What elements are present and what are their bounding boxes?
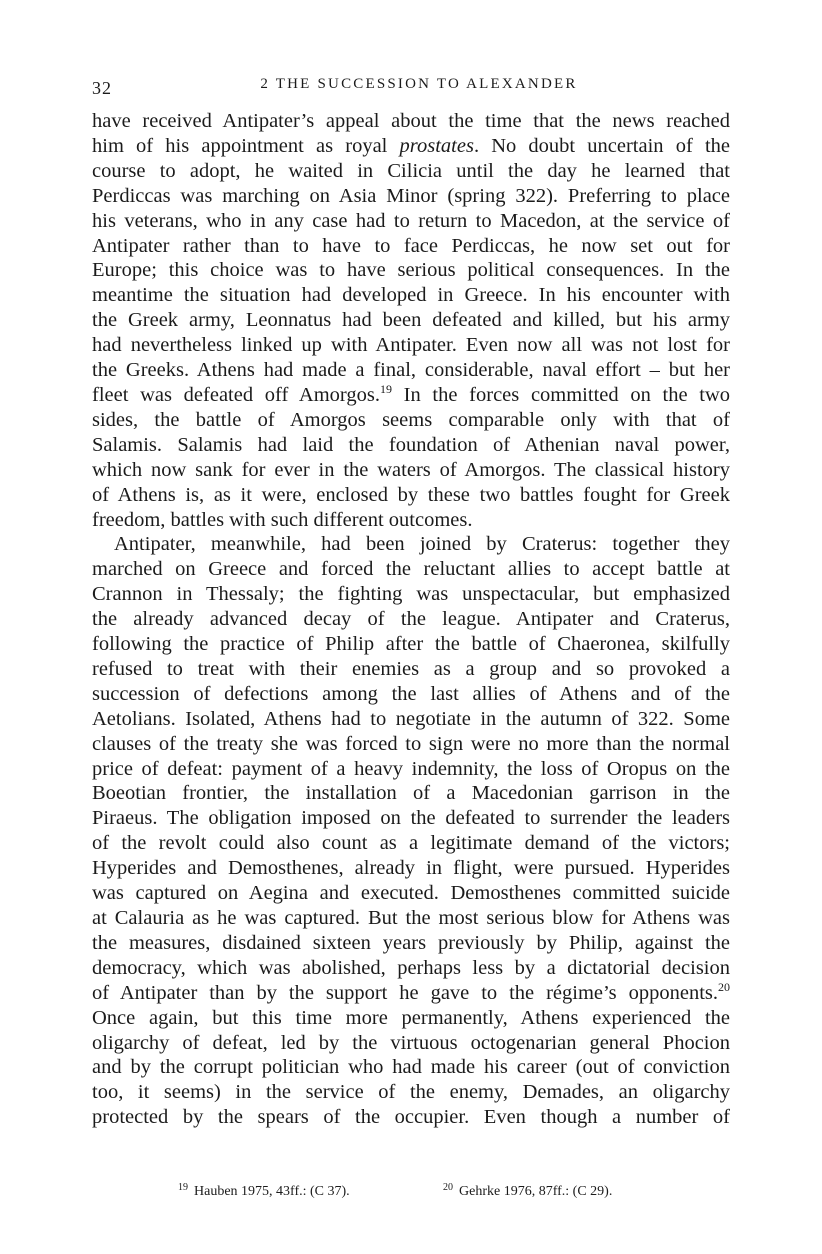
- text-line: [92, 1006, 730, 1031]
- text-run: at Calauria as he was captured. But the most serious blow for Athens was: [92, 907, 730, 929]
- text-run: and by the corrupt politician who had made his career (out of conviction: [92, 1056, 730, 1079]
- text-run: democracy, which was abolished, perhaps less by a dictatorial decision: [92, 956, 730, 979]
- text-line: [92, 283, 730, 308]
- text-run: which now sank for ever in the waters of Amorgos. The classical history: [92, 458, 730, 481]
- text-line: [92, 682, 730, 707]
- text-run: have received Antipater’s appeal about the time that the news reached: [92, 110, 730, 132]
- footnote-marker: 20: [443, 1182, 453, 1193]
- text-line: [92, 781, 730, 806]
- text-line: [92, 532, 730, 557]
- text-line: [92, 707, 730, 732]
- text-run: was captured on Aegina and executed. Demosthenes committed suicide: [92, 882, 730, 905]
- text-run: Antipater, meanwhile, had been joined by Craterus: together they: [114, 533, 730, 556]
- text-line: [92, 1031, 730, 1056]
- text-run: of Antipater than by the support he gave to the régime’s opponents.: [92, 981, 718, 1004]
- text-line: [92, 732, 730, 757]
- text-run: succession of defections among the last allies of Athens and of the: [92, 682, 730, 705]
- text-line: [92, 134, 730, 159]
- text-run: price of defeat: payment of a heavy indemnity, the loss of Oropus on the: [92, 757, 730, 780]
- text-line: [92, 906, 730, 931]
- footnote-ref: 19: [379, 381, 392, 396]
- text-line: [92, 184, 730, 209]
- text-line: [92, 483, 730, 508]
- text-line: [92, 806, 730, 831]
- text-line: [92, 433, 730, 458]
- footnote-20: [443, 1184, 612, 1200]
- text-run: Piraeus. The obligation imposed on the defeated to surrender the leaders: [92, 807, 730, 830]
- text-line: [92, 831, 730, 856]
- footnote-text: Hauben 1975, 43ff.: (C 37).: [194, 1184, 350, 1199]
- text-run: following the practice of Philip after the battle of Chaeronea, skilfully: [92, 633, 730, 656]
- text-run: of the revolt could also count as a legitimate demand of the victors;: [92, 832, 730, 855]
- text-run: had nevertheless linked up with Antipater. Even now all was not lost for: [92, 334, 730, 357]
- text-line: [92, 607, 730, 632]
- text-line: [92, 582, 730, 607]
- text-line: [92, 358, 730, 383]
- footnote-marker: 19: [178, 1182, 188, 1193]
- text-run: meantime the situation had developed in Greece. In his encounter with: [92, 284, 730, 307]
- footnote-text: Gehrke 1976, 87ff.: (C 29).: [459, 1184, 613, 1199]
- text-line: [92, 881, 730, 906]
- text-run: Aetolians. Isolated, Athens had to negotiate in the autumn of 322. Some: [92, 707, 730, 730]
- text-line: [92, 632, 730, 657]
- text-run: the already advanced decay of the league. Antipater and Craterus,: [92, 608, 730, 631]
- text-run: Boeotian frontier, the installation of a Macedonian garrison in the: [92, 782, 730, 805]
- text-run: Antipater rather than to have to face Perdiccas, he now set out for: [92, 234, 730, 257]
- text-line: [92, 308, 730, 333]
- text-line: [92, 931, 730, 956]
- text-run: course to adopt, he waited in Cilicia until the day he learned that: [92, 159, 730, 182]
- text-run: of Athens is, as it were, enclosed by these two battles fought for Greek: [92, 483, 730, 506]
- text-run: Hyperides and Demosthenes, already in flight, were pursued. Hyperides: [92, 857, 730, 880]
- text-run: too, it seems) in the service of the enemy, Demades, an oligarchy: [92, 1081, 730, 1104]
- text-run: sides, the battle of Amorgos seems comparable only with that of: [92, 408, 730, 431]
- text-line: [92, 856, 730, 881]
- text-run: the Greek army, Leonnatus had been defeated and killed, but his army: [92, 309, 730, 332]
- text-run: him of his appointment as royal: [92, 134, 400, 157]
- text-run: fleet was defeated off Amorgos.: [92, 383, 380, 406]
- text-run: his veterans, who in any case had to return to Macedon, at the service of: [92, 209, 730, 232]
- footnote-19: [178, 1184, 350, 1200]
- text-line: [92, 1055, 730, 1080]
- text-run: Salamis. Salamis had laid the foundation of Athenian naval power,: [92, 433, 730, 456]
- text-line: [92, 757, 730, 782]
- text-line: [92, 1080, 730, 1105]
- text-line: [92, 458, 730, 483]
- text-line: [92, 408, 730, 433]
- text-run: clauses of the treaty she was forced to sign were no more than the normal: [92, 732, 730, 755]
- text-line: [92, 258, 730, 283]
- text-run: the Greeks. Athens had made a final, considerable, naval effort – but her: [92, 359, 730, 382]
- text-line: [92, 508, 730, 533]
- text-line: [92, 657, 730, 682]
- text-run: Crannon in Thessaly; the fighting was unspectacular, but emphasized: [92, 583, 730, 606]
- text-run: marched on Greece and forced the reluctant allies to accept battle at: [92, 558, 730, 581]
- text-run: Once again, but this time more permanently, Athens experienced the: [92, 1006, 730, 1029]
- footnote-ref: 20: [718, 979, 730, 994]
- text-line: [92, 557, 730, 582]
- text-run: In the forces committed on the two: [391, 383, 731, 406]
- running-head: 2 THE SUCCESSION TO ALEXANDER: [260, 76, 578, 92]
- text-run: the measures, disdained sixteen years previously by Philip, against the: [92, 931, 730, 954]
- text-line: [92, 333, 730, 358]
- text-line: [92, 209, 730, 234]
- text-line: [92, 383, 730, 408]
- text-line: [92, 159, 730, 184]
- text-run: protected by the spears of the occupier. Even though a number of: [92, 1106, 730, 1129]
- text-line: [92, 234, 730, 259]
- text-run: . No doubt uncertain of the: [473, 134, 730, 157]
- text-run: freedom, battles with such different outcomes.: [92, 508, 473, 531]
- text-run: Europe; this choice was to have serious political consequences. In the: [92, 259, 730, 282]
- text-run: oligarchy of defeat, led by the virtuous octogenarian general Phocion: [92, 1031, 730, 1054]
- text-line: [92, 981, 730, 1006]
- text-run: Perdiccas was marching on Asia Minor (spring 322). Preferring to place: [92, 184, 730, 207]
- text-line: [92, 956, 730, 981]
- italic-term: prostates: [399, 134, 474, 157]
- text-run: refused to treat with their enemies as a group and so provoked a: [92, 657, 730, 680]
- text-line: [92, 1105, 730, 1130]
- page-number: 32: [92, 78, 112, 98]
- text-line: [92, 109, 730, 134]
- body-text: [92, 109, 730, 1130]
